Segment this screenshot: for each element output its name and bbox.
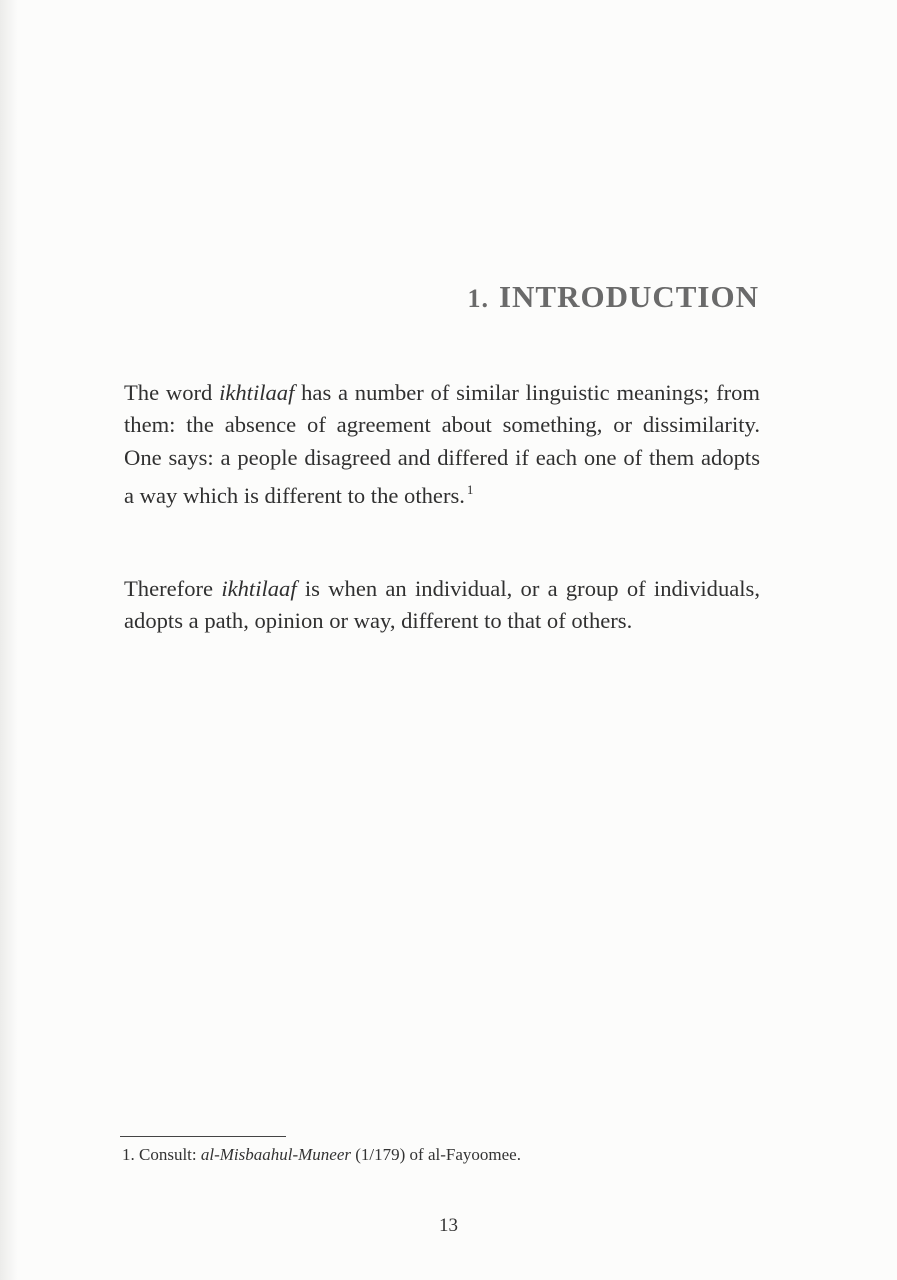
chapter-title: INTRODUCTION	[498, 279, 759, 314]
footnote-suffix: (1/179) of al-Fayoomee.	[351, 1145, 521, 1164]
paragraph-1-text-rest: has a number of similar linguistic meanings; from them: the absence of agreement about something, or dissimilarity. One says: a people disagreed and differed if each one of them adopts a way which is different to the others.	[124, 380, 760, 509]
footnote	[122, 1145, 521, 1165]
chapter-heading	[467, 279, 759, 315]
paragraph-1	[124, 377, 760, 513]
footnote-prefix: Consult:	[139, 1145, 201, 1164]
footnote-reference[interactable]: 1	[466, 482, 474, 498]
chapter-number: 1.	[467, 284, 489, 313]
paragraph-2-text-rest: is when an individual, or a group of individuals, adopts a path, opinion or way, different to that of others.	[124, 576, 760, 634]
footnote-number: 1.	[122, 1145, 135, 1164]
footnote-source-title: al-Misbaahul-Muneer	[200, 1145, 352, 1164]
paragraph-2	[124, 573, 760, 638]
italic-term: ikhtilaaf	[219, 380, 295, 405]
page-number: 13	[439, 1215, 458, 1236]
page-edge-shadow	[0, 0, 18, 1280]
paragraph-2-text-start: Therefore	[124, 576, 222, 601]
footnote-divider	[120, 1136, 286, 1137]
paragraph-1-text-start: The word	[124, 380, 220, 405]
italic-term: ikhtilaaf	[221, 576, 297, 601]
